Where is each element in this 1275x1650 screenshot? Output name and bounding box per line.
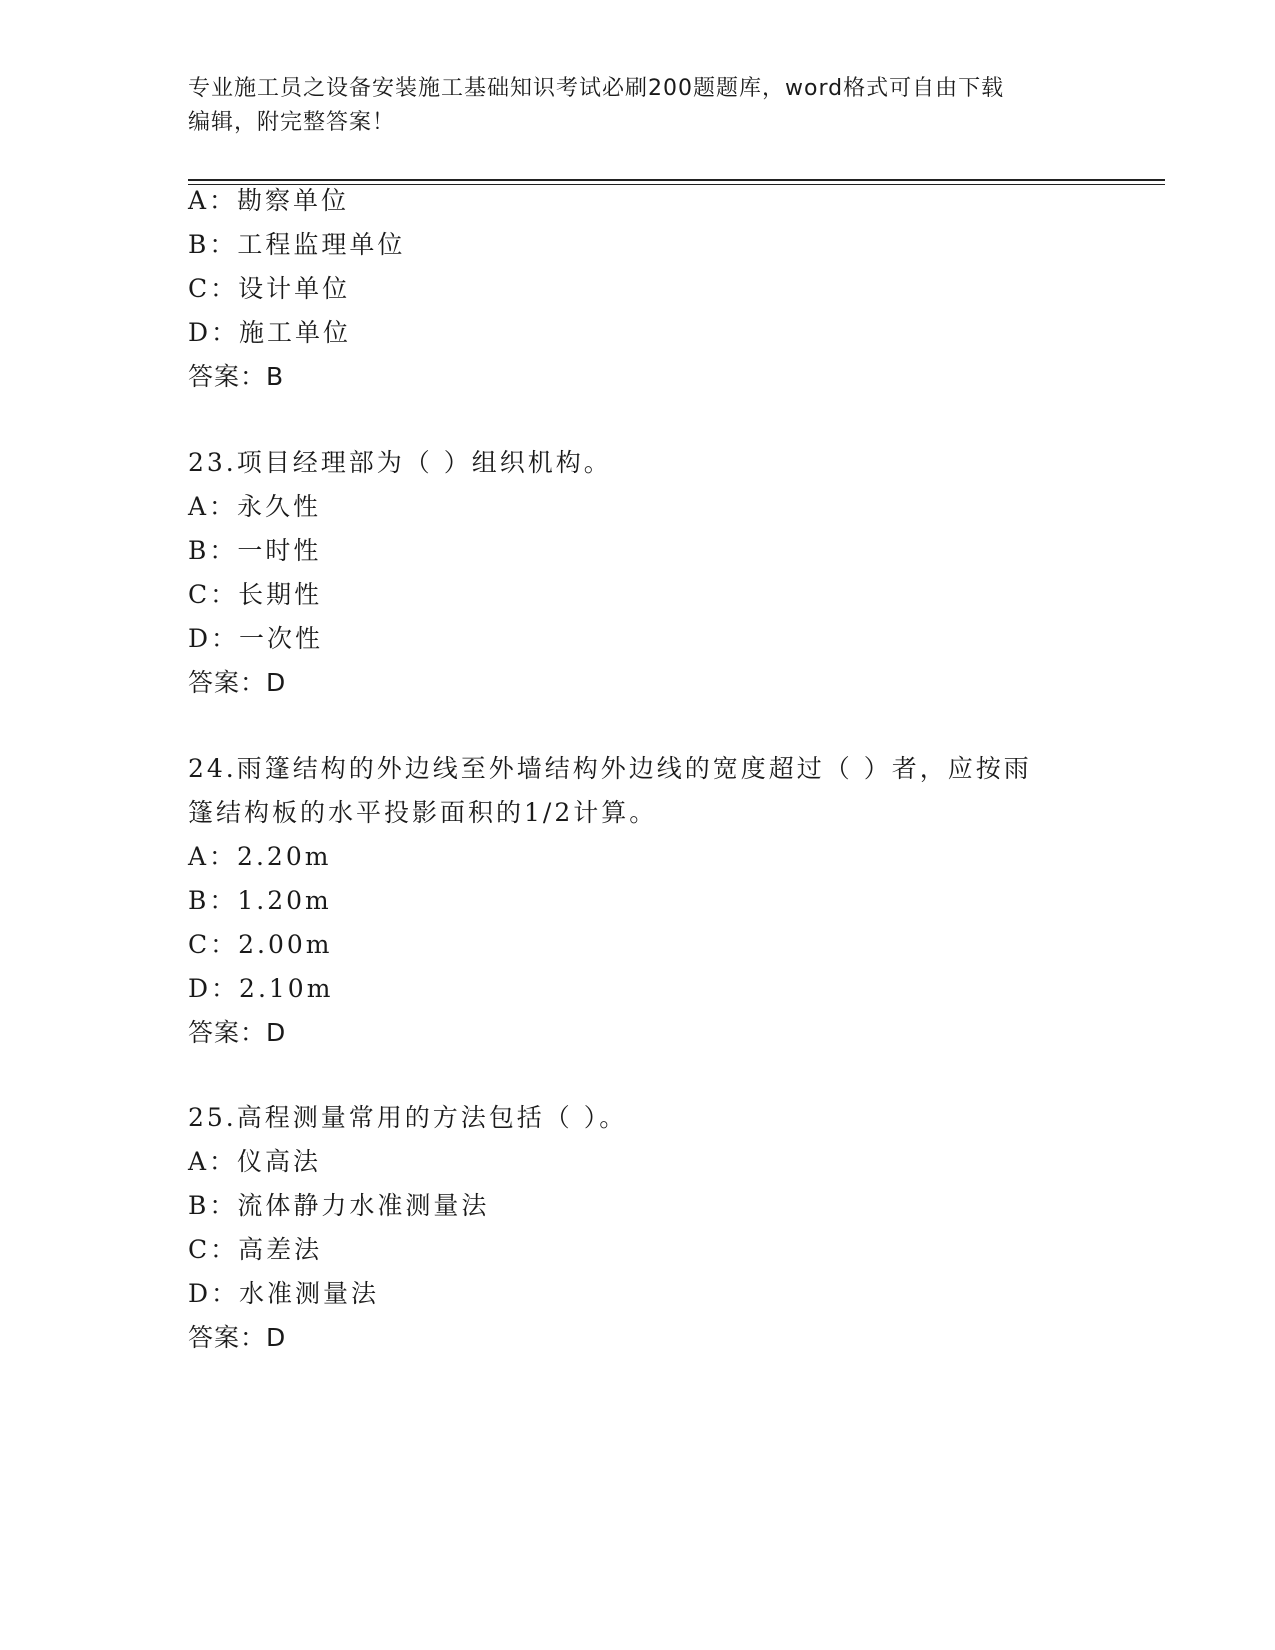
q24-option-a: A：2.20m [188,842,332,871]
q24-option-b: B：1.20m [188,886,332,915]
header-title-line1: 专业施工员之设备安装施工基础知识考试必刷200题题库，word格式可自由下载 [188,76,1005,101]
q22-option-d: D：施工单位 [188,318,352,347]
header-divider-thin [188,184,1165,185]
q23-answer: 答案：D [188,668,287,697]
q24-option-c: C：2.00m [188,930,333,959]
q25-option-d: D：水准测量法 [188,1279,380,1308]
q25-question: 25.高程测量常用的方法包括（ ）。 [188,1103,628,1132]
q23-option-a: A：永久性 [188,492,322,521]
document-header [188,72,1068,140]
q22-option-a: A：勘察单位 [188,186,350,215]
q25-option-a: A：仪高法 [188,1147,322,1176]
q22-answer: 答案：B [188,362,285,391]
q23-option-b: B：一时性 [188,536,322,565]
q24-question-line2: 篷结构板的水平投影面积的1/2计算。 [188,798,658,827]
q23-option-d: D：一次性 [188,624,324,653]
header-title-line2: 编辑，附完整答案！ [188,110,396,135]
q22-option-c: C：设计单位 [188,274,351,303]
q24-question-line1: 24.雨篷结构的外边线至外墙结构外边线的宽度超过（ ）者，应按雨 [188,754,1032,783]
q24-option-d: D：2.10m [188,974,334,1003]
q23-question: 23.项目经理部为（ ）组织机构。 [188,448,612,477]
q22-option-b: B：工程监理单位 [188,230,406,259]
q25-answer: 答案：D [188,1323,287,1352]
q24-answer: 答案：D [188,1018,287,1047]
q23-option-c: C：长期性 [188,580,323,609]
q25-option-b: B：流体静力水准测量法 [188,1191,490,1220]
header-divider-thick [188,179,1165,181]
q25-option-c: C：高差法 [188,1235,323,1264]
